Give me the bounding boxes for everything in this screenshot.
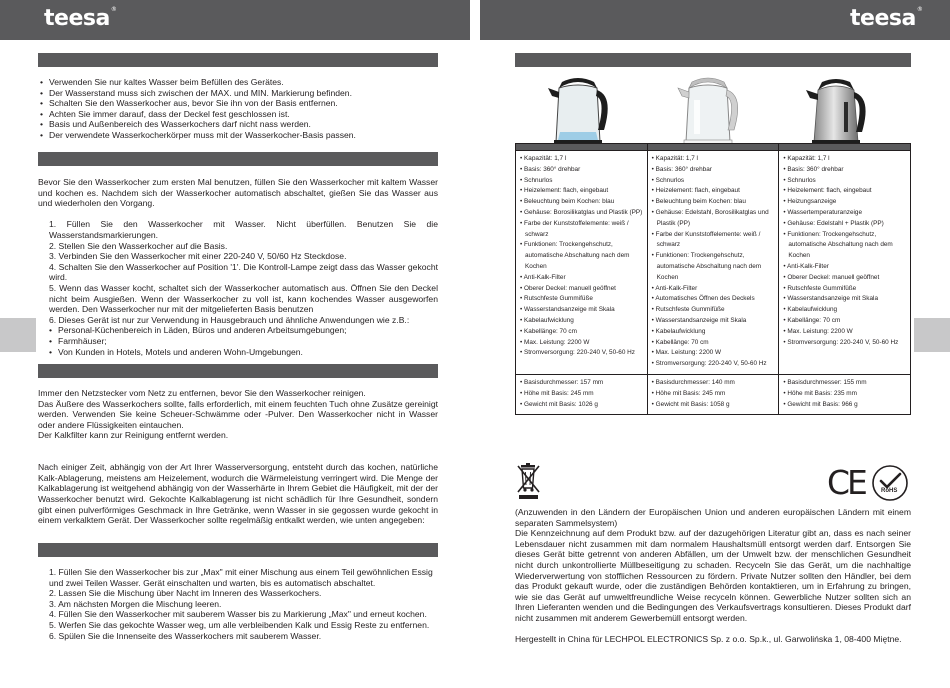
descaling-step: 1. Füllen Sie den Wasserkocher bis zur „Max" mit einer Mischung aus einem Teil gewöhnlichen Essig und zwei Teilen Wasser. Gerät einschalten und warten, bis es automatisch abschaltet. (49, 567, 433, 588)
spec-cell (516, 374, 648, 414)
disposal-section (515, 507, 911, 645)
usage-intro: Bevor Sie den Wasserkocher zum ersten Mal benutzen, füllen Sie den Wasserkocher mit kaltem Wasser und kochen es. Nachdem sich der Wasserkocher automatisch abschaltet, gießen Sie das Wasser aus und wiederholen den Vorgang. (38, 177, 438, 209)
spec-cell (779, 374, 911, 414)
section-bar-specs (515, 53, 911, 67)
descaling-step: 3. Am nächsten Morgen die Mischung leeren. (49, 598, 222, 609)
spec-item: • Heizelement: flach, eingebaut (652, 186, 776, 197)
spec-item: • Beleuchtung beim Kochen: blau (520, 197, 644, 208)
descaling-step: 5. Werfen Sie das gekochte Wasser weg, um alle verbleibenden Kalk und Essig Reste zu entfernen. (49, 619, 430, 630)
cleaning-section (38, 388, 438, 526)
spec-item: • Gewicht mit Basis: 966 g (783, 400, 907, 411)
spec-item: • Gehäuse: Edelstahl, Borosilikatglas und Plastik (PP) (652, 208, 776, 230)
descaling-step: 4. Füllen Sie den Wasserkocher mit sauberem Wasser bis zu Markierung „Max" und erneut kochen. (49, 609, 427, 620)
spec-item: • Basis: 360° drehbar (652, 165, 776, 176)
spec-item: • Max. Leistung: 2200 W (783, 327, 907, 338)
spec-item: • Kabelaufwicklung (520, 316, 644, 327)
spec-dimensions-row (516, 374, 911, 414)
spec-item: • Basis: 360° drehbar (783, 165, 907, 176)
usage-section (38, 177, 438, 357)
manufacturer-line: Hergestellt in China für LECHPOL ELECTRONICS Sp. z o.o. Sp.k., ul. Garwolińska 1, 08-400 Miętne. (515, 634, 902, 645)
usage-step: 1. Füllen Sie den Wasserkocher mit Wasser. Nicht überfüllen. Benutzen Sie die Wasserstandsmarkierungen. (49, 219, 438, 240)
spec-item: • Farbe der Kunststoffelemente: weiß / schwarz (652, 230, 776, 252)
spec-item: • Höhe mit Basis: 245 mm (652, 389, 776, 400)
spec-cell (516, 151, 648, 375)
spec-table (515, 143, 911, 415)
spec-item: • Funktionen: Trockengehschutz, automatische Abschaltung nach dem Kochen (652, 251, 776, 283)
crossed-out-bin-icon (515, 462, 545, 500)
spec-item: • Automatisches Öffnen des Deckels (652, 294, 776, 305)
spec-item: • Heizelement: flach, eingebaut (520, 186, 644, 197)
spec-item: • Wasserstandsanzeige mit Skala (520, 305, 644, 316)
spec-item: • Stromversorgung: 220-240 V, 50-60 Hz (783, 338, 907, 349)
ce-mark-icon: CE (827, 463, 865, 502)
disposal-paragraph: Die Kennzeichnung auf dem Produkt bzw. auf der dazugehörigen Literatur gibt an, dass es nach seiner Lebensdauer nicht zusammen mit dam normalem Haushaltsmüll entsorgt werden darf. Entsorgen Sie dieses Gerät bitte getrennt von anderen Abfällen, um der Umwelt bzw. der menschlichen Gesundheit nicht durch unkontrollierte Müllbeseitigung zu schaden. Recyceln Sie das Gerät, um die nachhaltige Wiederverwertung von stofflichen Ressourcen zu fördern. Private Nutzer sollten den Händler, bei dem das Produkt gekauft wurde, oder die zuständigen Behörden kontaktieren, um in Erfahrung zu bringen, wie sie das Gerät auf umweltfreundliche Weise recyceln können. Gewerbliche Nutzer sollten sich an Ihren Lieferanten wenden und die Bedingungen des Verkaufsvertrags konsultieren. Dieses Produkt darf nicht zusammen mit anderem Gewerbemüll entsorgt werden. (515, 528, 911, 623)
spec-item: • Anti-Kalk-Filter (652, 284, 776, 295)
intro-bullet: • Schalten Sie den Wasserkocher aus, bevor Sie ihn von der Basis entfernen. (38, 98, 440, 109)
spec-item: • Basisdurchmesser: 140 mm (652, 378, 776, 389)
intro-bullet: • Verwenden Sie nur kaltes Wasser beim Befüllen des Gerätes. (38, 77, 440, 88)
spec-item: • Stromversorgung: 220-240 V, 50-60 Hz (652, 359, 776, 370)
spec-item: • Kapazität: 1,7 l (520, 154, 644, 165)
spec-item: • Kabelaufwicklung (652, 327, 776, 338)
spec-item: • Wasserstandsanzeige mit Skala (783, 294, 907, 305)
spec-item: • Wasserstandsanzeige mit Skala (652, 316, 776, 327)
usage-step: 3. Verbinden Sie den Wasserkocher mit einer 220-240 V, 50/60 Hz Steckdose. (49, 251, 347, 262)
spec-cell (647, 374, 779, 414)
intro-bullet: • Der Wasserstand muss sich zwischen der MAX. und MIN. Markierung befinden. (38, 88, 440, 99)
spec-item: • Schnurlos (652, 176, 776, 187)
usage-sub-bullet: • Personal-Küchenbereich in Läden, Büros und anderen Arbeitsumgebungen; (47, 325, 438, 336)
spec-item: • Kapazität: 1,7 l (652, 154, 776, 165)
spec-item: • Höhe mit Basis: 235 mm (783, 389, 907, 400)
spec-item: • Heizungsanzeige (783, 197, 907, 208)
spec-item: • Stromversorgung: 220-240 V, 50-60 Hz (520, 348, 644, 359)
spec-item: • Kabellänge: 70 cm (652, 338, 776, 349)
intro-bullet: • Der verwendete Wasserkocherkörper muss mit der Wasserkocher-Basis passen. (38, 130, 440, 141)
descaling-step: 2. Lassen Sie die Mischung über Nacht im Inneren des Wasserkochers. (49, 588, 322, 599)
spec-item: • Höhe mit Basis: 245 mm (520, 389, 644, 400)
section-bar-notes (38, 53, 438, 67)
spec-item: • Heizelement: flach, eingebaut (783, 186, 907, 197)
spec-cell (647, 151, 779, 375)
spec-header-cell (647, 144, 779, 151)
kettle-image-glass-white (672, 70, 746, 150)
spec-header-cell (779, 144, 911, 151)
spec-item: • Funktionen: Trockengehschutz, automatische Abschaltung nach dem Kochen (520, 240, 644, 272)
usage-step: 6. Dieses Gerät ist nur zur Verwendung in Hausgebrauch und ähnliche Anwendungen wie z.B.: (49, 314, 410, 325)
spec-item: • Gehäuse: Edelstahl + Plastik (PP) (783, 219, 907, 230)
spec-item: • Rutschfeste Gummifüße (652, 305, 776, 316)
spec-item: • Rutschfeste Gummifüße (520, 294, 644, 305)
spec-item: • Max. Leistung: 2200 W (652, 348, 776, 359)
intro-notes (38, 77, 440, 141)
kettle-image-stainless (800, 70, 874, 150)
spec-features-row (516, 151, 911, 375)
usage-step: 2. Stellen Sie den Wasserkocher auf die Basis. (49, 240, 228, 251)
kettle-image-glass-black (542, 70, 616, 150)
spec-item: • Schnurlos (783, 176, 907, 187)
spec-item: • Oberer Deckel: manuell geöffnet (520, 284, 644, 295)
descaling-paragraph: Nach einiger Zeit, abhängig von der Art Ihrer Wasserversorgung, entsteht durch das kochen, natürliche Kalk-Ablagerung, meistens am Heizelement, wodurch die Wärmeleistung verringert wird. Die Menge der Kalkablagerung ist weitgehend abhängig von der Wasserhärte in Ihrem Gebiet die Häufigkeit, mit der der Wasserkocher benutzt wird. Gekochte Kalkablagerung ist nicht schädlich für Ihre Gesundheit, sondern gibt einen pulverförmiges Geschmack in Ihre Getränke, wenn Wasser in sie gegossen wurde gekocht in einem verkalktem Gerät. Der Wasserkocher sollte regelmäßig entkalkt werden, wie unten angegeben: (38, 462, 438, 526)
header-bar-right (480, 0, 950, 40)
spec-item: • Gehäuse: Borosilikatglas und Plastik (PP) (520, 208, 644, 219)
spec-item: • Schnurlos (520, 176, 644, 187)
rohs-label: RoHS (881, 488, 898, 494)
spec-item: • Max. Leistung: 2200 W (520, 338, 644, 349)
spec-item: • Oberer Deckel: manuell geöffnet (783, 273, 907, 284)
section-bar-descaling (38, 543, 438, 557)
spec-item: • Rutschfeste Gummifüße (783, 284, 907, 295)
section-bar-cleaning (38, 364, 438, 378)
intro-bullet: • Basis und Außenbereich des Wasserkochers darf nicht nass werden. (38, 119, 440, 130)
usage-sub-bullet: • Von Kunden in Hotels, Motels und anderen Wohn-Umgebungen. (47, 347, 438, 358)
header-bar-left (0, 0, 470, 40)
intro-bullet: • Achten Sie immer darauf, dass der Deckel fest geschlossen ist. (38, 109, 440, 120)
descaling-steps (38, 567, 440, 641)
spec-header-cell (516, 144, 648, 151)
teesa-logo-left: teesa® (44, 6, 117, 31)
spec-item: • Kapazität: 1,7 l (783, 154, 907, 165)
spec-item: • Anti-Kalk-Filter (783, 262, 907, 273)
cleaning-paragraph: Der Kalkfilter kann zur Reinigung entfernt werden. (38, 430, 229, 441)
spec-item: • Funktionen: Trockengehschutz, automatische Abschaltung nach dem Kochen (783, 230, 907, 262)
disposal-paragraph: (Anzuwenden in den Ländern der Europäischen Union und anderen europäischen Ländern mit einem separaten Sammelsystem) (515, 507, 911, 528)
spec-item: • Basisdurchmesser: 157 mm (520, 378, 644, 389)
compliance-symbols (515, 460, 911, 504)
page-side-tab-left (0, 318, 36, 352)
spec-item: • Gewicht mit Basis: 1058 g (652, 400, 776, 411)
spec-item: • Farbe der Kunststoffelemente: weiß / schwarz (520, 219, 644, 241)
spec-cell (779, 151, 911, 375)
spec-item: • Anti-Kalk-Filter (520, 273, 644, 284)
rohs-icon (871, 464, 909, 502)
cleaning-paragraph: Das Äußere des Wasserkochers sollte, falls erforderlich, mit einem feuchten Tuch ohne Zusätze gereinigt werden. Verwenden Sie keine Scheuer-Schwämme oder -Pulver. Den Wasserkocher nicht in Wasser oder andere Flüssigkeiten eintauchen. (38, 398, 438, 430)
usage-sub-bullet: • Farmhäuser; (47, 336, 438, 347)
spec-item: • Wassertemperaturanzeige (783, 208, 907, 219)
spec-item: • Basis: 360° drehbar (520, 165, 644, 176)
descaling-step: 6. Spülen Sie die Innenseite des Wasserkochers mit sauberem Wasser. (49, 630, 322, 641)
spec-item: • Basisdurchmesser: 155 mm (783, 378, 907, 389)
cleaning-paragraph: Immer den Netzstecker vom Netz zu entfernen, bevor Sie den Wasserkocher reinigen. (38, 388, 366, 398)
usage-step: 5. Wenn das Wasser kocht, schaltet sich der Wasserkocher automatisch aus. Öffnen Sie den Deckel nicht beim Ausgießen. Wenn der Wasserkocher zu voll ist, kann kochendes Wasser ausgeworfen werden. Den Wasserkocher nur mit der mitgelieferten Basis benutzen (49, 282, 438, 315)
spec-item: • Kabellänge: 70 cm (783, 316, 907, 327)
spec-item: • Kabellänge: 70 cm (520, 327, 644, 338)
spec-table-header (516, 144, 911, 151)
teesa-logo-right: teesa® (850, 6, 923, 31)
page-side-tab-right (914, 318, 950, 352)
spec-item: • Gewicht mit Basis: 1026 g (520, 400, 644, 411)
usage-step: 4. Schalten Sie den Wasserkocher auf Position '1'. Die Kontroll-Lampe zeigt dass das Wasser gekocht wird. (49, 261, 438, 283)
section-bar-usage (38, 152, 438, 166)
spec-item: • Beleuchtung beim Kochen: blau (652, 197, 776, 208)
spec-item: • Kabelaufwicklung (783, 305, 907, 316)
